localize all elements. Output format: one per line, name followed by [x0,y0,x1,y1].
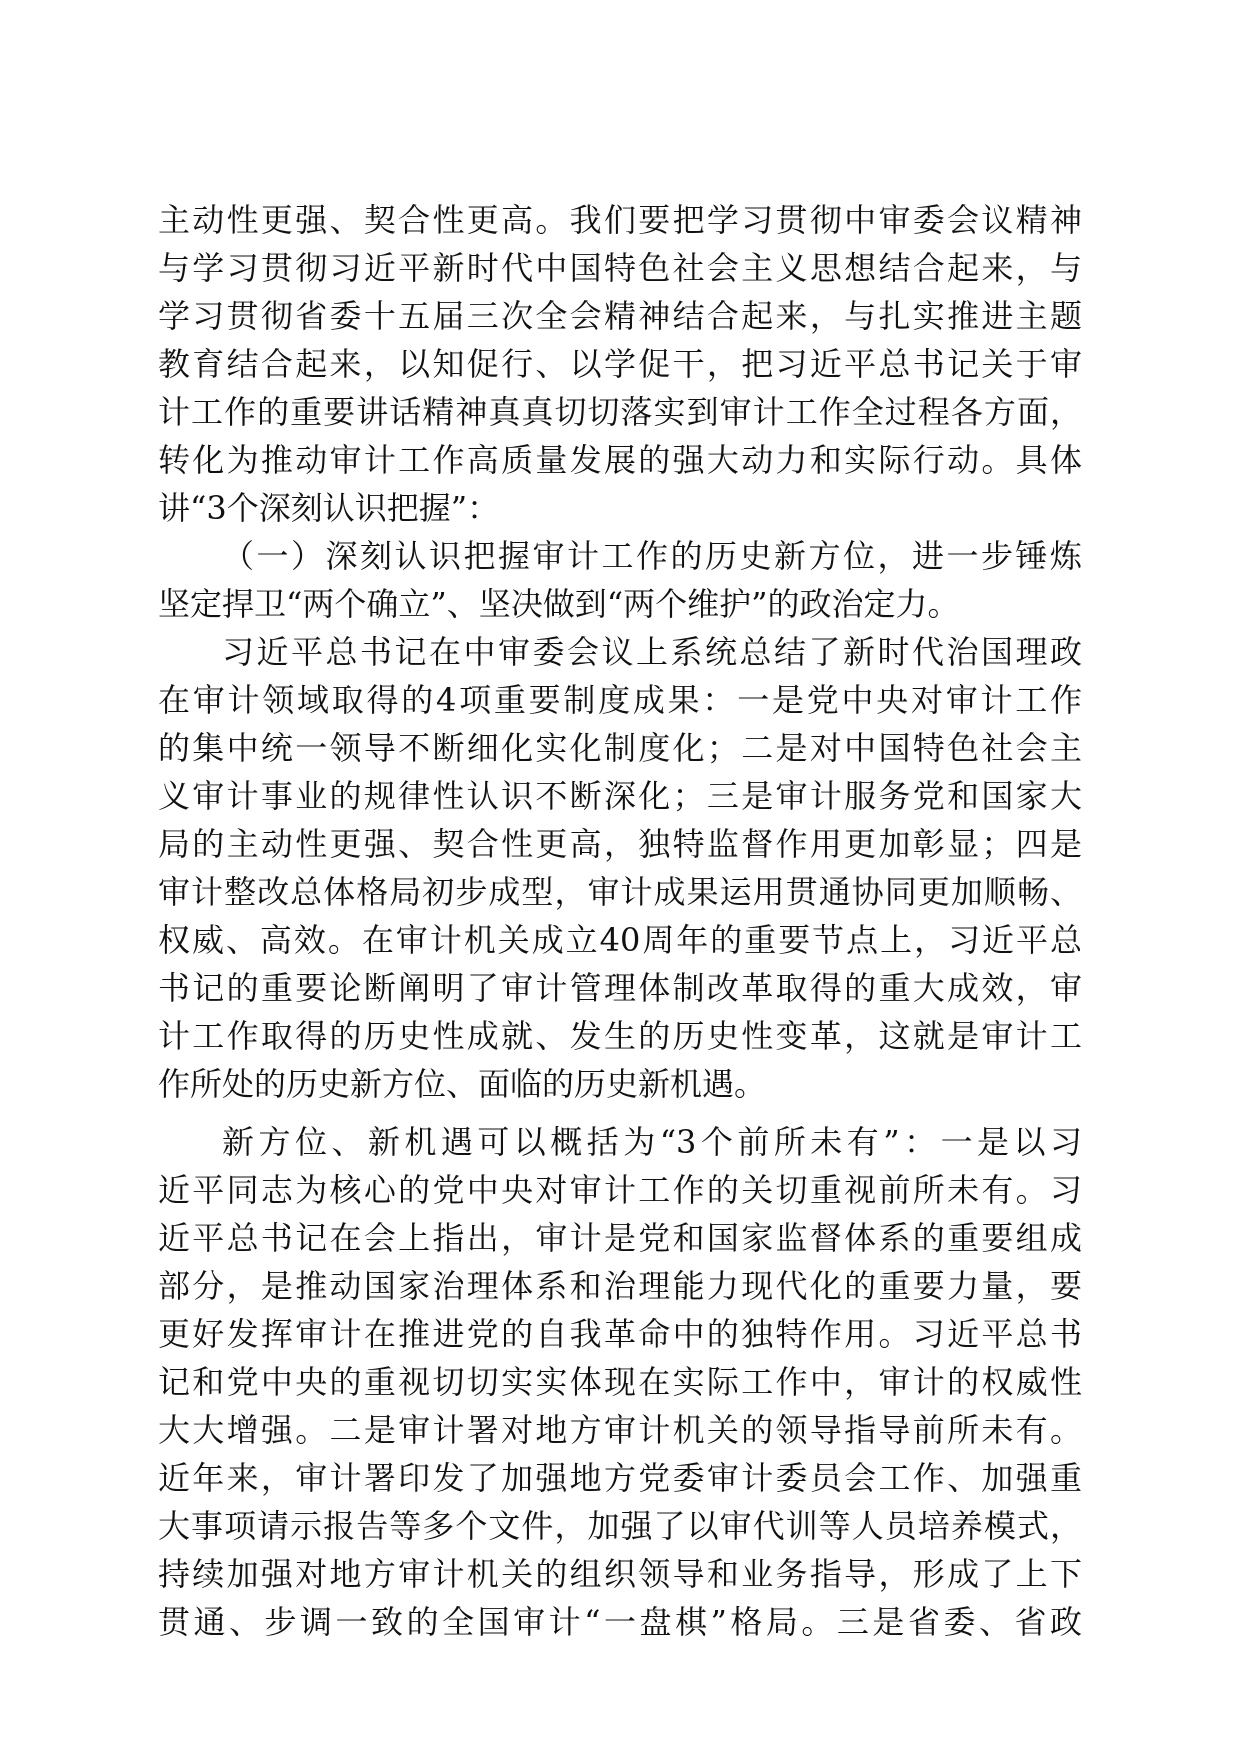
text-line: 义审计事业的规律性认识不断深化；三是审计服务党和国家大 [158,777,1082,815]
text-line: 近平同志为核心的党中央对审计工作的关切重视前所未有。习 [158,1171,1082,1209]
text-line: 主动性更强、契合性更高。我们要把学习贯彻中审委会议精神 [158,201,1082,239]
text-line: 审计整改总体格局初步成型，审计成果运用贯通协同更加顺畅、 [158,873,1082,911]
text-line: 教育结合起来，以知促行、以学促干，把习近平总书记关于审 [158,345,1082,383]
paragraph-intro [158,196,1082,532]
text-line: 更好发挥审计在推进党的自我革命中的独特作用。习近平总书 [158,1315,1082,1353]
heading-line: （一）深刻认识把握审计工作的历史新方位，进一步锤炼 [222,537,1082,575]
text-line: 记和党中央的重视切切实实体现在实际工作中，审计的权威性 [158,1363,1082,1401]
text-line: 权威、高效。在审计机关成立40周年的重要节点上，习近平总 [158,921,1082,959]
text-line: 近平总书记在会上指出，审计是党和国家监督体系的重要组成 [158,1219,1082,1257]
section-heading-1 [158,532,1082,628]
text-line: 作所处的历史新方位、面临的历史新机遇。 [158,1065,767,1103]
text-line: 贯通、步调一致的全国审计“一盘棋”格局。三是省委、省政 [158,1603,1082,1641]
text-line: 学习贯彻省委十五届三次全会精神结合起来，与扎实推进主题 [158,297,1082,335]
paragraph-three-unprecedented [158,1118,1082,1646]
text-line: 书记的重要论断阐明了审计管理体制改革取得的重大成效，审 [158,969,1082,1007]
paragraph-achievements [158,628,1082,1108]
text-line: 大大增强。二是审计署对地方审计机关的领导指导前所未有。 [158,1411,1082,1449]
text-line: 在审计领域取得的4项重要制度成果：一是党中央对审计工作 [158,681,1082,719]
text-line: 部分，是推动国家治理体系和治理能力现代化的重要力量，要 [158,1267,1082,1305]
text-line: 转化为推动审计工作高质量发展的强大动力和实际行动。具体 [158,441,1082,479]
paragraph-spacer [158,1108,1082,1118]
text-line: 与学习贯彻习近平新时代中国特色社会主义思想结合起来，与 [158,249,1082,287]
text-line: 新方位、新机遇可以概括为“3个前所未有”：一是以习 [222,1123,1082,1161]
text-line: 近年来，审计署印发了加强地方党委审计委员会工作、加强重 [158,1459,1082,1497]
document-body [158,196,1082,1646]
text-line: 习近平总书记在中审委会议上系统总结了新时代治国理政 [222,633,1082,671]
text-line: 讲“3个深刻认识把握”： [158,489,500,527]
text-line: 计工作的重要讲话精神真真切切落实到审计工作全过程各方面， [158,393,1082,431]
text-line: 持续加强对地方审计机关的组织领导和业务指导，形成了上下 [158,1555,1082,1593]
text-line: 局的主动性更强、契合性更高，独特监督作用更加彰显；四是 [158,825,1082,863]
text-line: 的集中统一领导不断细化实化制度化；二是对中国特色社会主 [158,729,1082,767]
text-line: 大事项请示报告等多个文件，加强了以审代训等人员培养模式， [158,1507,1082,1545]
heading-line: 坚定捍卫“两个确立”、坚决做到“两个维护”的政治定力。 [158,585,960,623]
text-line: 计工作取得的历史性成就、发生的历史性变革，这就是审计工 [158,1017,1082,1055]
